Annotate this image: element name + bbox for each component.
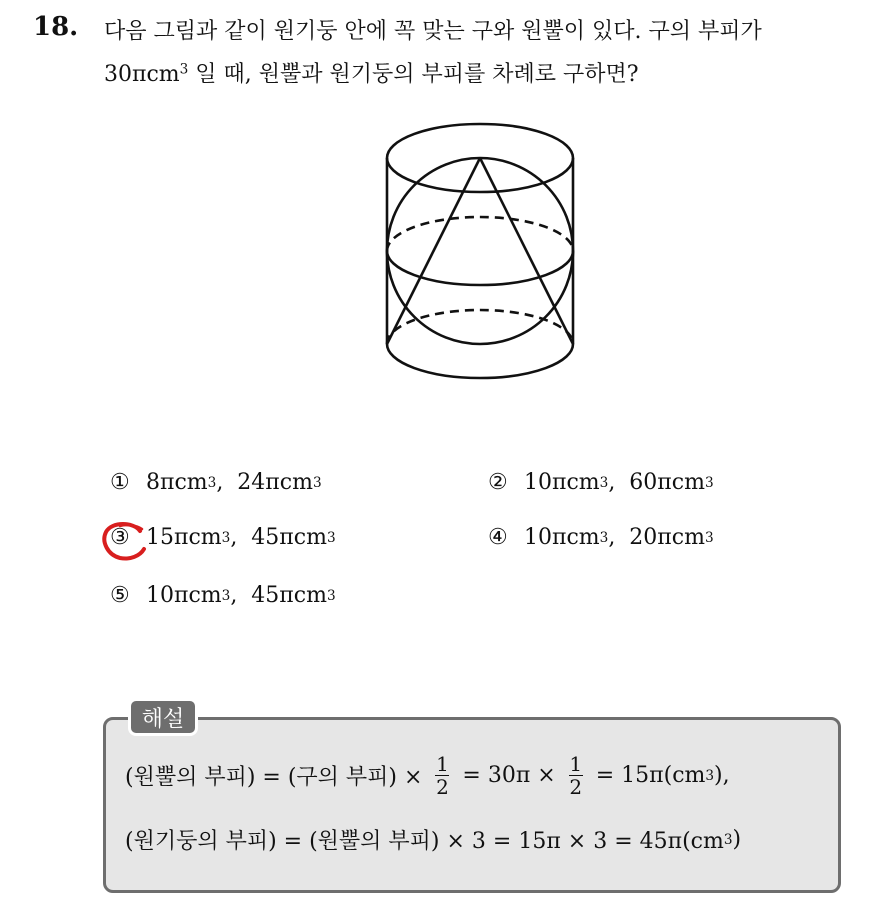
question-number: 18. (33, 12, 79, 42)
choice-4[interactable]: ④ 10πcm 3 , 20πcm 3 (488, 525, 714, 550)
fraction-numerator: 1 (569, 752, 583, 776)
choice-value-b: 60πcm (629, 470, 705, 495)
choice-value-a: 10πcm (524, 525, 600, 550)
solution-line-2: (원기둥의 부피) = (원뿔의 부피) × 3 = 15π × 3 = 45π(cm 3 ) (125, 824, 741, 855)
solution-text: = 30π × (455, 763, 563, 788)
choice-1[interactable]: ① 8πcm 3 , 24πcm 3 (110, 470, 322, 495)
fraction-one-half (435, 753, 449, 798)
choice-value-b: 45πcm (251, 583, 327, 608)
choice-value-b: 24πcm (237, 470, 313, 495)
separator: , (230, 525, 252, 550)
cylinder-bottom-back-arc (387, 310, 573, 344)
choice-number: ④ (488, 525, 508, 550)
fraction-denominator: 2 (569, 775, 583, 799)
choice-value-b: 20πcm (629, 525, 705, 550)
fraction-denominator: 2 (436, 775, 449, 799)
choice-value-a: 15πcm (146, 525, 222, 550)
choice-5[interactable]: ⑤ 10πcm 3 , 45πcm 3 (110, 583, 336, 608)
solution-text: (원뿔의 부피) = (구의 부피) × (125, 765, 430, 790)
cylinder-bottom-front-arc (387, 344, 573, 378)
separator: , (608, 525, 630, 550)
question-text-line2 (104, 57, 639, 88)
choice-number: ⑤ (110, 583, 130, 608)
solution-box (103, 717, 841, 893)
question-text-line1: 다음 그림과 같이 원기둥 안에 꼭 맞는 구와 원뿔이 있다. 구의 부피가 (104, 19, 762, 44)
choice-number: ② (488, 470, 508, 495)
choice-number: ① (110, 470, 130, 495)
solution-text: = 15π(cm (588, 763, 706, 788)
solution-line-1: (원뿔의 부피) = (구의 부피) × $\frac{1}{2}$ = 30π × $\frac{1}{2}$ = 15π(cm 3 ), (125, 752, 730, 799)
solution-tab-label: 해설 (128, 698, 198, 736)
solution-text: ) (732, 827, 742, 852)
solution-text: ), (714, 763, 730, 788)
sphere-outline (387, 158, 573, 344)
cone-left-edge (387, 158, 480, 344)
choice-2[interactable]: ② 10πcm 3 , 60πcm 3 (488, 470, 714, 495)
choice-number: ③ (110, 525, 130, 550)
fraction-numerator: 1 (436, 752, 449, 776)
choice-value-a: 8πcm (146, 470, 208, 495)
separator: , (216, 470, 238, 495)
choice-value-b: 45πcm (251, 525, 327, 550)
sphere-equator-back (387, 217, 573, 251)
cone-right-edge (480, 158, 573, 344)
given-volume-exponent: 3 (179, 61, 189, 78)
solution-text: (원기둥의 부피) = (원뿔의 부피) × 3 = 15π × 3 = 45π(cm (125, 829, 724, 854)
choice-value-a: 10πcm (524, 470, 600, 495)
separator: , (608, 470, 630, 495)
choice-value-a: 10πcm (146, 583, 222, 608)
choice-3[interactable]: ③ 15πcm 3 , 45πcm 3 (110, 525, 336, 550)
answer-circle-mark (100, 519, 148, 563)
separator: , (230, 583, 252, 608)
question-text-rest: 일 때, 원뿔과 원기둥의 부피를 차례로 구하면? (188, 62, 639, 87)
fraction-one-half (569, 753, 583, 798)
cylinder-sphere-cone-figure (380, 118, 580, 384)
sphere-equator-front (387, 251, 573, 285)
given-volume: 30πcm (104, 62, 180, 87)
